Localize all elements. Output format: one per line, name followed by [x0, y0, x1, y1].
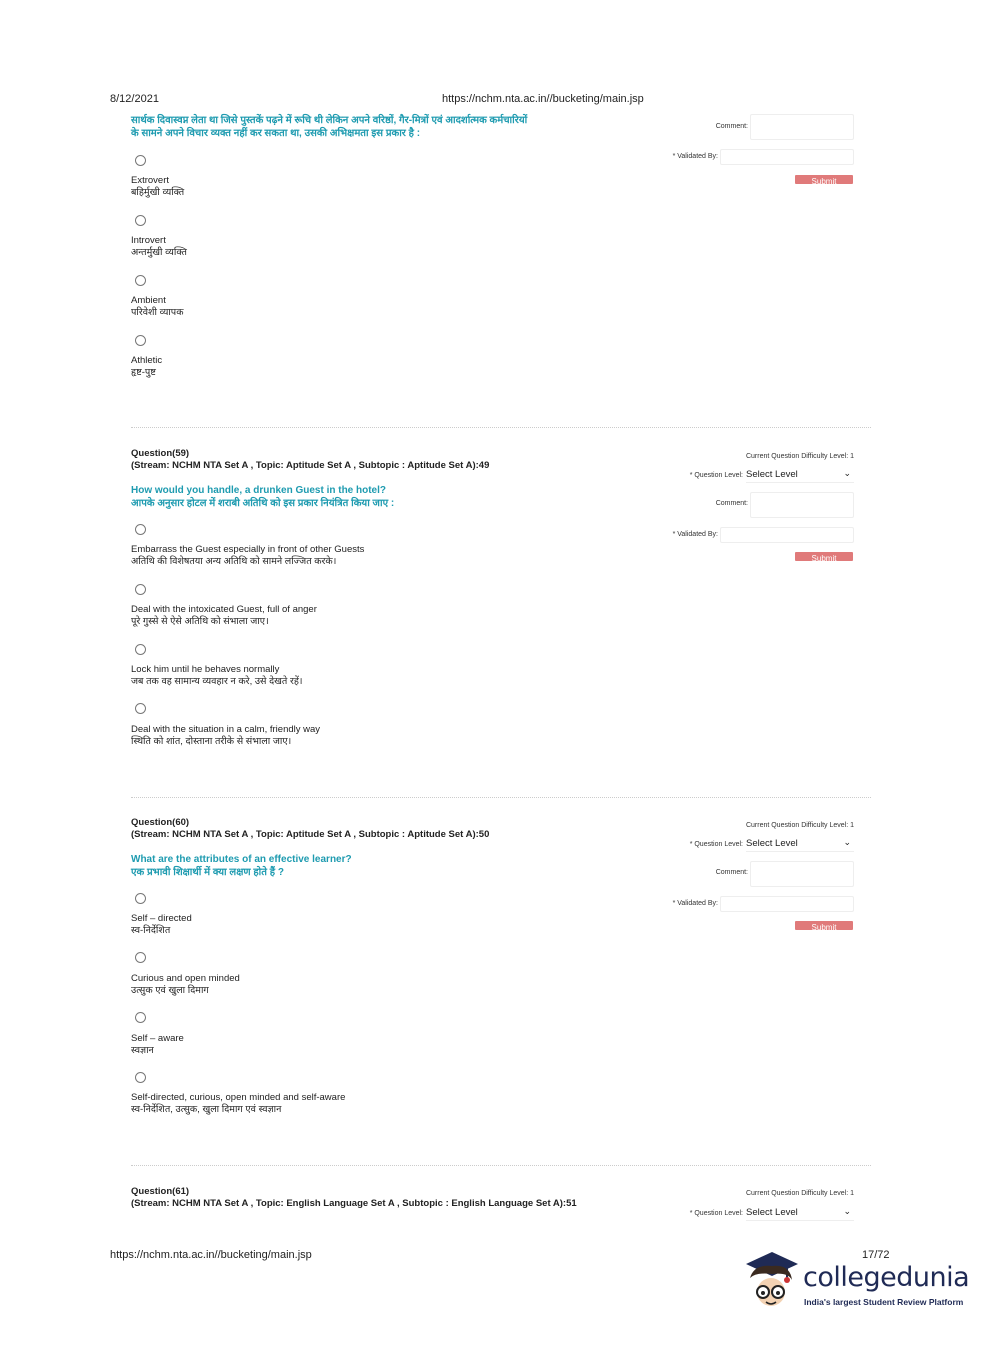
- question-text: सार्थक दिवास्वप्न लेता था जिसे पुस्तकें पढ़ने में रूचि थी लेकिन अपने वरिष्ठों, गैर-मित्रों एवं आदर्शात्मक कर्मचारियों के सामने अपने विचार व्यक्त नहीं कर सकता था, उसकी अभिक्षमता इस प्रकार है :: [131, 115, 528, 139]
- difficulty-level: Current Question Difficulty Level: 1: [745, 1190, 854, 1197]
- comment-field[interactable]: [750, 114, 854, 140]
- brand-name: collegedunia: [803, 1262, 970, 1293]
- validated-by-field[interactable]: [720, 896, 854, 912]
- question-header: Question(60) (Stream: NCHM NTA Set A , Topic: Aptitude Set A , Subtopic : Aptitude Set A):50: [131, 817, 490, 840]
- option-label: Self – aware स्वज्ञान: [131, 1033, 184, 1056]
- option-radio[interactable]: [135, 584, 146, 595]
- validated-by-field[interactable]: [720, 149, 854, 165]
- submit-button[interactable]: Submit: [795, 552, 853, 561]
- option-radio[interactable]: [135, 215, 146, 226]
- comment-label: Comment:: [715, 869, 748, 876]
- difficulty-level: Current Question Difficulty Level: 1: [745, 822, 854, 829]
- option-label: Lock him until he behaves normally जब तक वह सामान्य व्यवहार न करे, उसे देखते रहें।: [131, 664, 303, 687]
- option-radio[interactable]: [135, 524, 146, 535]
- validated-by-label: * Validated By:: [672, 900, 718, 907]
- mascot-logo-icon: [742, 1250, 802, 1312]
- option-radio[interactable]: [135, 952, 146, 963]
- submit-button[interactable]: Submit: [795, 175, 853, 184]
- validated-by-label: * Validated By:: [672, 153, 718, 160]
- option-radio[interactable]: [135, 644, 146, 655]
- question-text: How would you handle, a drunken Guest in the hotel? आपके अनुसार होटल में शराबी अतिथि को इस प्रकार नियंत्रित किया जाए :: [131, 485, 395, 509]
- question-header: Question(61) (Stream: NCHM NTA Set A , Topic: English Language Set A , Subtopic : English Language Set A):51: [131, 1186, 577, 1209]
- option-label: Deal with the intoxicated Guest, full of anger पूरे गुस्से से ऐसे अतिथि को संभाला जाए।: [131, 604, 317, 627]
- divider: [131, 1165, 871, 1166]
- option-radio[interactable]: [135, 335, 146, 346]
- chevron-down-icon: ⌄: [843, 837, 851, 847]
- option-label: Embarrass the Guest especially in front of other Guests अतिथि की विशेषतया अन्य अतिथि को सामने लज्जित करके।: [131, 544, 365, 567]
- question-text: What are the attributes of an effective learner? एक प्रभावी शिक्षार्थी में क्या लक्षण होते हैं ?: [131, 854, 352, 878]
- option-radio[interactable]: [135, 893, 146, 904]
- comment-field[interactable]: [750, 861, 854, 887]
- option-radio[interactable]: [135, 703, 146, 714]
- comment-field[interactable]: [750, 492, 854, 518]
- divider: [131, 797, 871, 798]
- question-level-label: * Question Level:: [689, 841, 743, 848]
- question-level-select[interactable]: Select Level ⌄: [746, 838, 854, 852]
- option-label: Introvert अन्तर्मुखी व्यक्ति: [131, 235, 187, 258]
- footer-url: https://nchm.nta.ac.in//bucketing/main.jsp: [110, 1249, 312, 1261]
- submit-button[interactable]: Submit: [795, 921, 853, 930]
- question-level-label: * Question Level:: [689, 472, 743, 479]
- page-number: 17/72: [862, 1249, 890, 1261]
- question-header: Question(59) (Stream: NCHM NTA Set A , Topic: Aptitude Set A , Subtopic : Aptitude Set A):49: [131, 448, 490, 471]
- validated-by-field[interactable]: [720, 527, 854, 543]
- brand-tagline: India's largest Student Review Platform: [804, 1297, 964, 1307]
- option-label: Extrovert बहिर्मुखी व्यक्ति: [131, 175, 185, 198]
- question-level-select[interactable]: Select Level ⌄: [746, 469, 854, 483]
- difficulty-level: Current Question Difficulty Level: 1: [745, 453, 854, 460]
- print-date: 8/12/2021: [110, 93, 159, 105]
- option-radio[interactable]: [135, 275, 146, 286]
- comment-label: Comment:: [715, 500, 748, 507]
- option-label: Curious and open minded उत्सुक एवं खुला दिमाग: [131, 973, 240, 996]
- validated-by-label: * Validated By:: [672, 531, 718, 538]
- option-label: Self-directed, curious, open minded and self-aware स्व-निर्देशित, उत्सुक, खुला दिमाग एवं स्वज्ञान: [131, 1092, 346, 1115]
- option-label: Athletic हृष्ट-पुष्ट: [131, 355, 163, 378]
- question-level-select[interactable]: Select Level ⌄: [746, 1207, 854, 1221]
- question-level-label: * Question Level:: [689, 1210, 743, 1217]
- option-label: Self – directed स्व-निर्देशित: [131, 913, 192, 936]
- chevron-down-icon: ⌄: [843, 468, 851, 478]
- print-url: https://nchm.nta.ac.in//bucketing/main.jsp: [442, 93, 644, 105]
- option-radio[interactable]: [135, 1012, 146, 1023]
- divider: [131, 427, 871, 428]
- option-radio[interactable]: [135, 1072, 146, 1083]
- option-label: Ambient परिवेशी व्यापक: [131, 295, 184, 318]
- option-label: Deal with the situation in a calm, friendly way स्थिति को शांत, दोस्ताना तरीके से संभाला जाए।: [131, 724, 321, 747]
- option-radio[interactable]: [135, 155, 146, 166]
- comment-label: Comment:: [715, 123, 748, 130]
- chevron-down-icon: ⌄: [843, 1206, 851, 1216]
